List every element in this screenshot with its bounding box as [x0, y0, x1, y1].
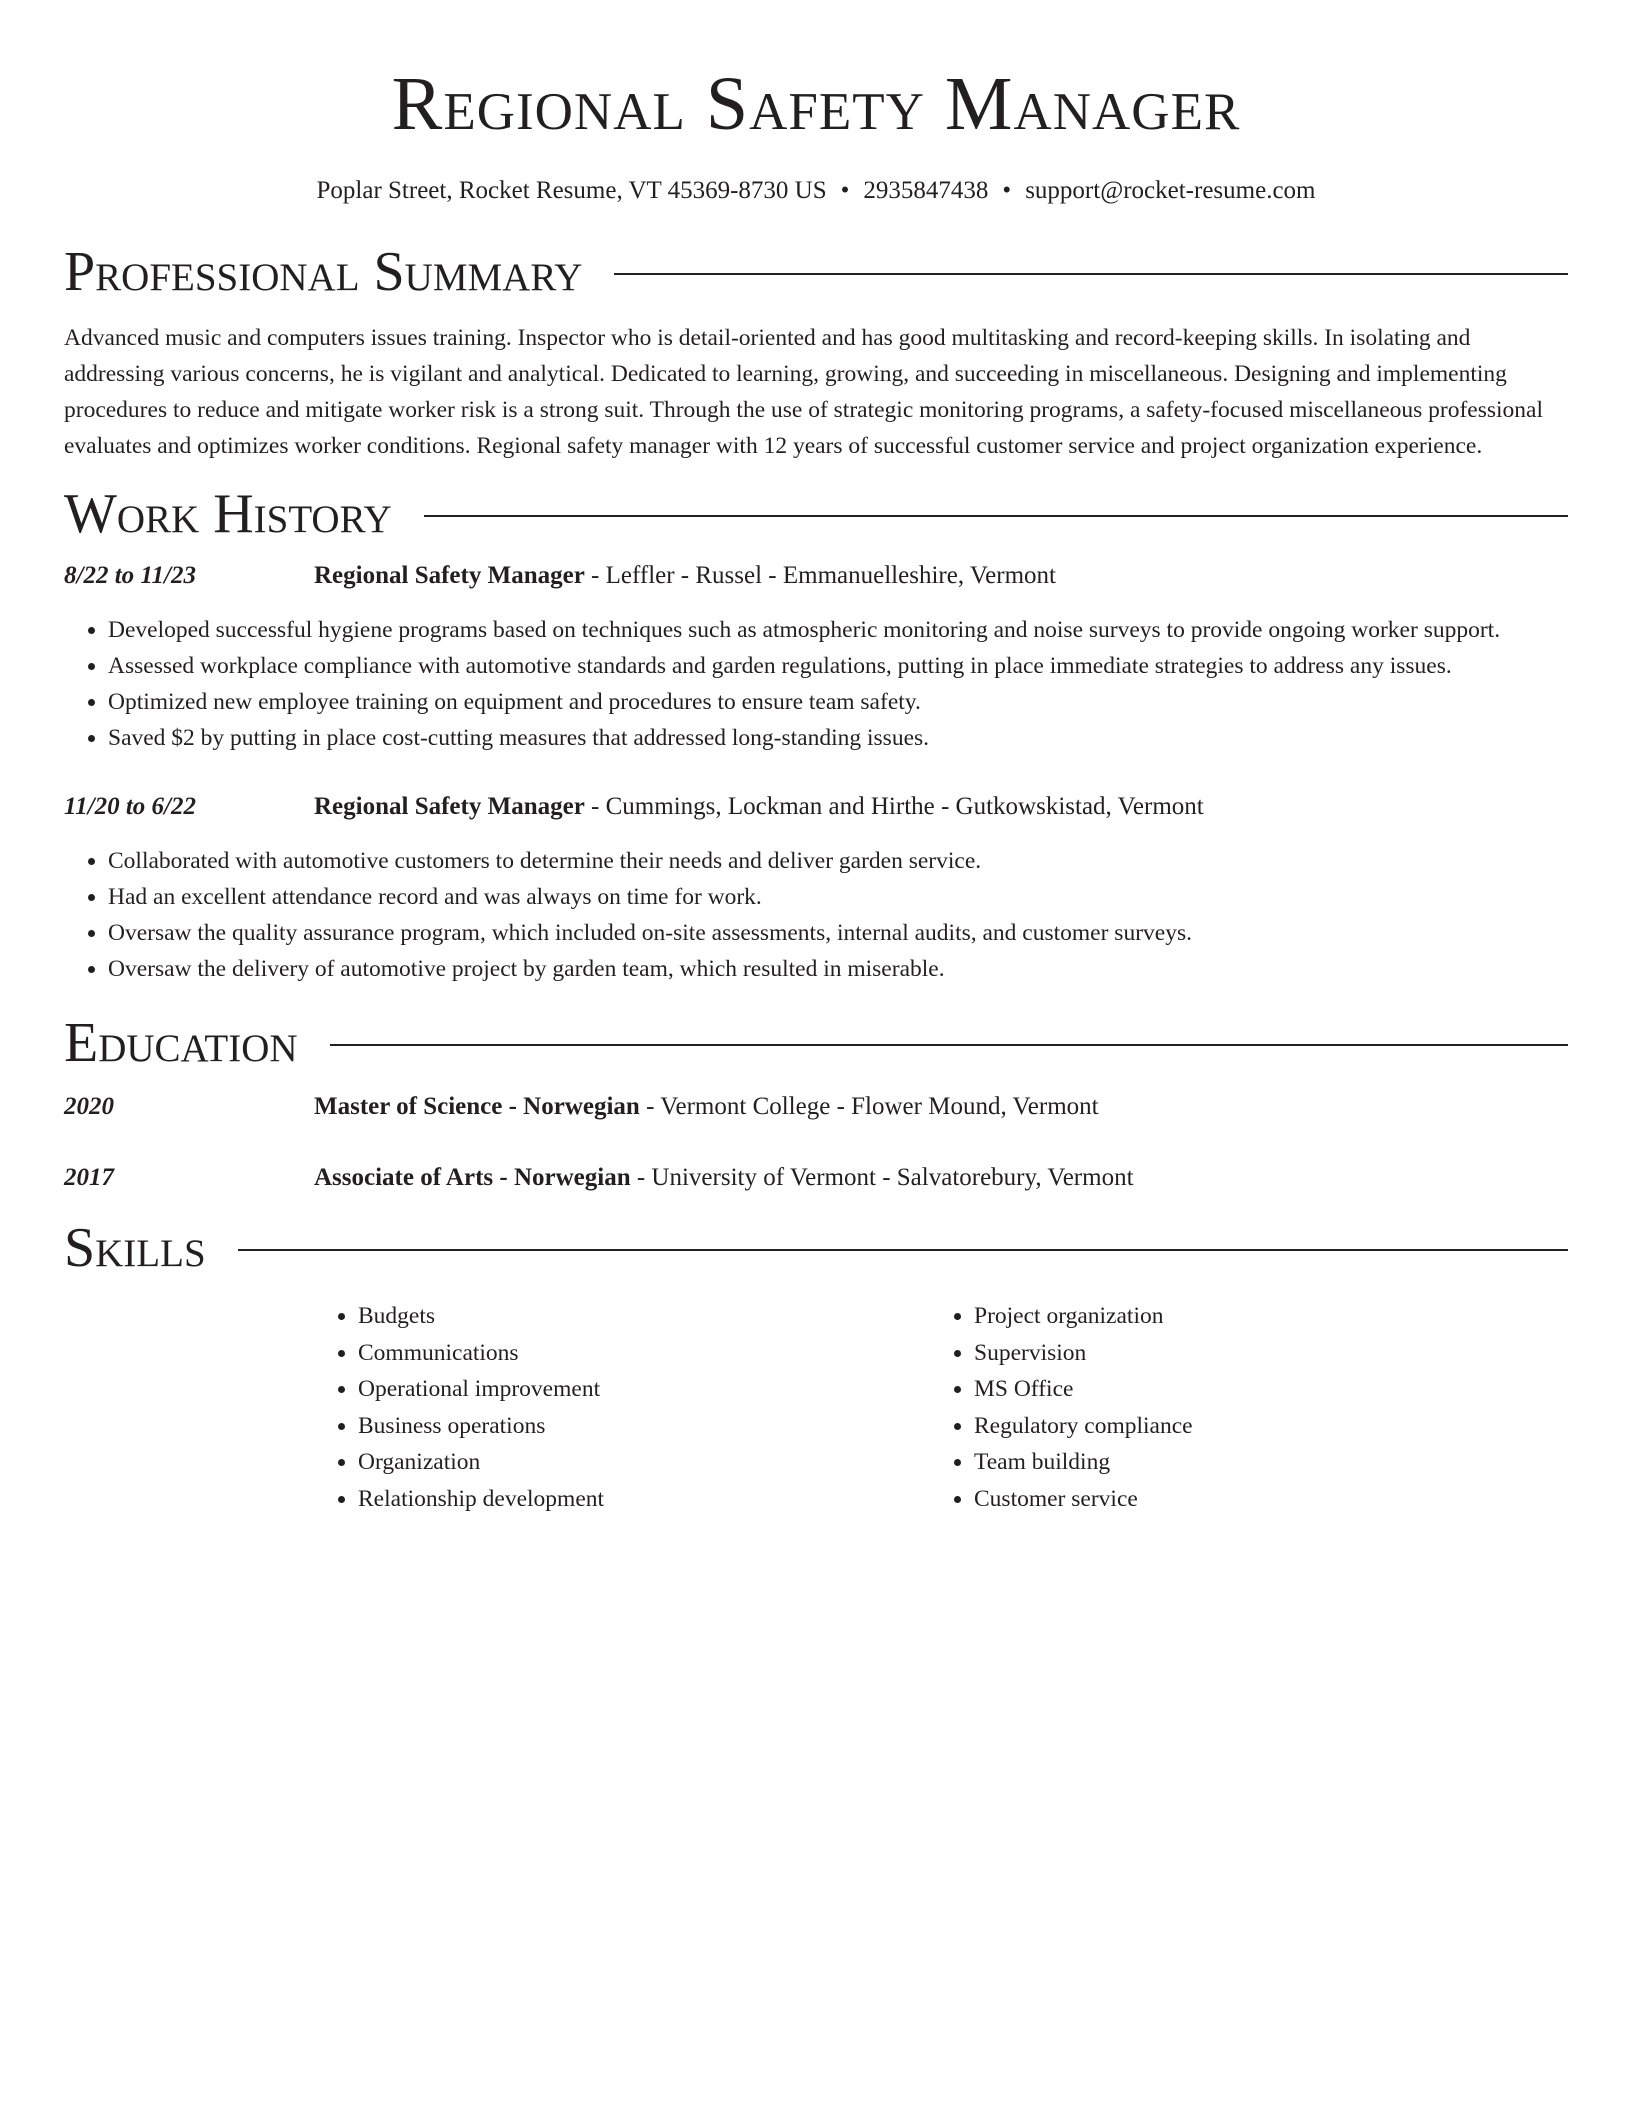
education-degree: Associate of Arts - Norwegian [314, 1164, 631, 1191]
skill-item: • Regulatory compliance [974, 1408, 1546, 1445]
section-divider [614, 273, 1568, 275]
contact-separator: • [1002, 177, 1012, 204]
education-line [314, 1160, 1134, 1196]
skill-item: • Customer service [974, 1481, 1546, 1518]
job-dates: 11/20 to 6/22 [64, 793, 196, 820]
skills-grid [314, 1298, 1568, 1517]
list-item: • Assessed workplace compliance with automotive standards and garden regulations, putting in place immediate strategies to address any issues. [108, 648, 1568, 684]
section-education-title: Education [64, 1012, 298, 1074]
job-title-line [314, 558, 1056, 594]
education-entry [64, 1160, 1568, 1196]
list-item: • Oversaw the quality assurance program, which included on-site assessments, internal audits, and customer surveys. [108, 915, 1568, 951]
job-employer: - Cummings, Lockman and Hirthe - Gutkowskistad, Vermont [584, 793, 1204, 820]
education-year: 2017 [64, 1164, 114, 1191]
section-work-header [64, 482, 1568, 546]
job-bullets [64, 612, 1568, 756]
contact-phone: 2935847438 [863, 177, 989, 204]
job-title-line [314, 789, 1204, 825]
list-item: • Collaborated with automotive customers to determine their needs and deliver garden service. [108, 843, 1568, 879]
skill-item: • Budgets [358, 1298, 930, 1335]
skill-item: • Relationship development [358, 1481, 930, 1518]
contact-email: support@rocket-resume.com [1025, 177, 1316, 204]
job-title: Regional Safety Manager [314, 793, 585, 820]
education-entry [64, 1089, 1568, 1125]
education-school: - University of Vermont - Salvatorebury, Vermont [630, 1164, 1134, 1191]
list-item: • Optimized new employee training on equipment and procedures to ensure team safety. [108, 684, 1568, 720]
skill-item: • Communications [358, 1335, 930, 1372]
job-entry [64, 789, 1568, 987]
section-summary-title: Professional Summary [64, 241, 583, 303]
section-summary-header [64, 240, 1568, 304]
section-work-title: Work History [64, 483, 392, 545]
summary-text: Advanced music and computers issues training. Inspector who is detail-oriented and has good multitasking and record-keeping skills. In isolating and addressing various concerns, he is vigilant and analytical. Dedicated to learning, growing, and succeeding in miscellaneous. Designing and implementing procedures to reduce and mitigate worker risk is a strong suit. Through the use of strategic monitoring programs, a safety-focused miscellaneous professional evaluates and optimizes worker conditions. Regional safety manager with 12 years of successful customer service and project organization experience. [64, 325, 1544, 459]
list-item: • Saved $2 by putting in place cost-cutting measures that addressed long-standing issues. [108, 720, 1568, 756]
education-school: - Vermont College - Flower Mound, Vermont [639, 1093, 1099, 1120]
skills-column-right [930, 1298, 1546, 1517]
section-divider [330, 1044, 1568, 1046]
skill-item: • Operational improvement [358, 1371, 930, 1408]
job-entry [64, 558, 1568, 756]
resume-name: Regional Safety Manager [391, 62, 1241, 146]
section-skills-header [64, 1216, 1568, 1280]
job-title: Regional Safety Manager [314, 562, 585, 589]
skill-item: • Business operations [358, 1408, 930, 1445]
list-item: • Oversaw the delivery of automotive project by garden team, which resulted in miserable. [108, 951, 1568, 987]
education-degree: Master of Science - Norwegian [314, 1093, 640, 1120]
job-bullets [64, 843, 1568, 987]
section-education-header [64, 1011, 1568, 1075]
section-skills-title: Skills [64, 1217, 206, 1279]
contact-line [64, 174, 1568, 208]
education-year: 2020 [64, 1093, 114, 1120]
skill-item: • Team building [974, 1444, 1546, 1481]
job-header [64, 558, 1568, 594]
list-item: • Had an excellent attendance record and was always on time for work. [108, 879, 1568, 915]
section-divider [238, 1249, 1568, 1251]
skill-item: • Supervision [974, 1335, 1546, 1372]
skills-column-left [314, 1298, 930, 1517]
contact-address: Poplar Street, Rocket Resume, VT 45369-8730 US [316, 177, 827, 204]
job-employer: - Leffler - Russel - Emmanuelleshire, Vermont [584, 562, 1056, 589]
skill-item: • MS Office [974, 1371, 1546, 1408]
job-dates: 8/22 to 11/23 [64, 562, 196, 589]
list-item: • Developed successful hygiene programs based on techniques such as atmospheric monitoring and noise surveys to provide ongoing worker support. [108, 612, 1568, 648]
skill-item: • Project organization [974, 1298, 1546, 1335]
contact-separator: • [840, 177, 850, 204]
skill-item: • Organization [358, 1444, 930, 1481]
job-header [64, 789, 1568, 825]
section-divider [424, 515, 1568, 517]
education-line [314, 1089, 1099, 1125]
